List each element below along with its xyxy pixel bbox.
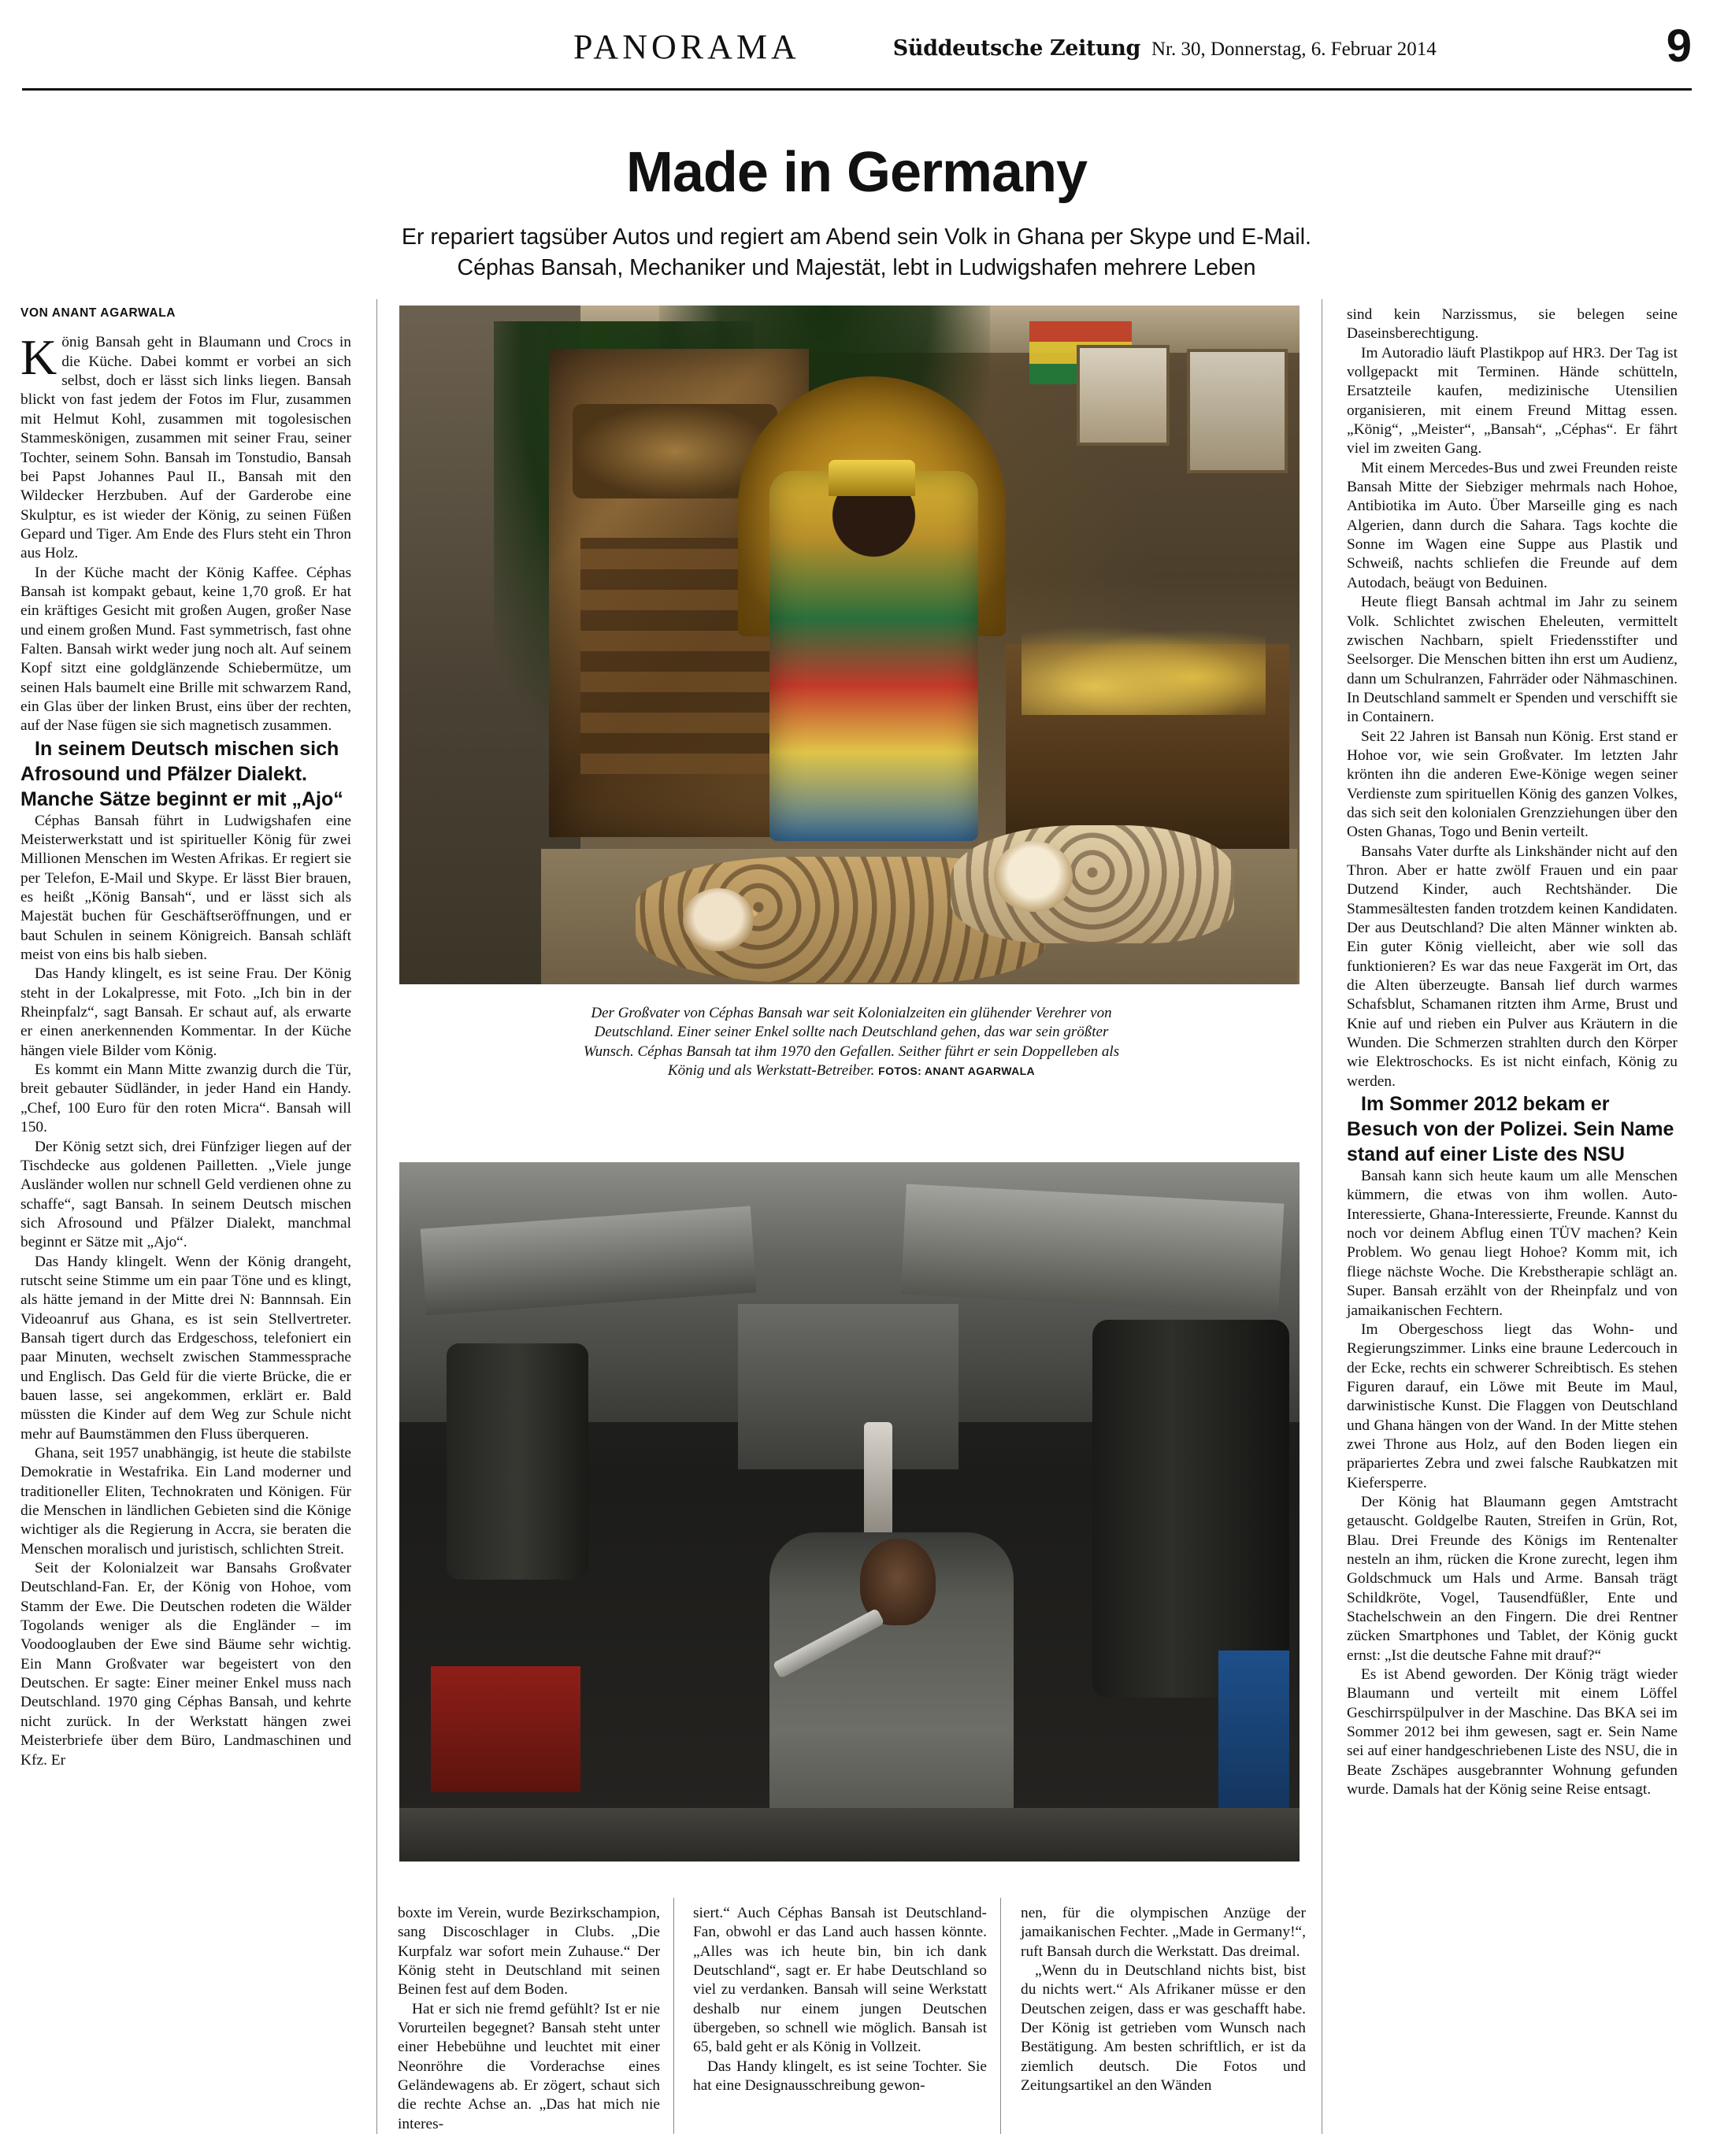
drop-cap: K: [20, 329, 57, 386]
paragraph: „Wenn du in Deutschland nichts bist, bist du nichts wert.“ Als Afrikaner müsse er den Deutschen zeigen, dass er was geschafft habe. Der König ist getrieben vom Wunsch nach Bestätigung. Am besten schriftlich, er ist da ziemlich deutsch. Die Fotos und Zeitungsartikel an den Wänden: [1021, 1962, 1306, 2095]
paper-name: Süddeutsche Zeitung: [892, 36, 1140, 61]
paragraph: Das Handy klingelt, es ist seine Tochter. Sie hat eine Designausschreibung gewon-: [693, 2058, 987, 2095]
crosshead: In seinem Deutsch mischen sich Afrosound und Pfälzer Dialekt. Manche Sätze beginnt er mit „Ajo“: [20, 737, 343, 810]
wheel-right: [1092, 1320, 1289, 1698]
column-rule-bottom-1: [673, 1898, 674, 2134]
paragraph: Das Handy klingelt. Wenn der König drangeht, rutscht seine Stimme um ein paar Töne und es klingt, als hätte jemand in der Mitte drei N: Bannnsah. Ein Videoanruf aus Ghana, es ist sein Stellvertreter. Bansah tigert durch das Erdgeschoss, telefoniert ein paar Minuten, wechselt zwischen Stammessprache und Englisch. Das Geld für die vierte Brücke, die er bauen lasse, sei angekommen, erklärt er. Bald müssten die Kinder auf dem Weg zur Schule nicht mehr auf Baumstämmen den Fluss überqueren.: [20, 1253, 351, 1443]
paragraph: Im Obergeschoss liegt das Wohn- und Regierungszimmer. Links eine braune Ledercouch in der Ecke, rechts ein schwerer Schreibtisch. Es stehen Figuren darauf, ein Löwe mit Beute im Maul, darwinistische Kunst. Die Flaggen von Deutschland und Ghana hängen von der Wand. In der Mitte stehen zwei Throne aus Holz, auf den Boden liegen ein präpariertes Zebra und zwei falsche Raubkatzen mit Kiefersperre.: [1347, 1321, 1678, 1491]
subhead-line-1: Er repariert tagsüber Autos und regiert am Abend sein Volk in Ghana per Skype und E-Mail.: [402, 224, 1311, 250]
paragraph: Bansahs Vater durfte als Linkshänder nicht auf den Thron. Aber er hatte zwölf Frauen und ein paar Dutzend Kinder, auch Rechtshänder. Die Stammesältesten fanden trotzdem keinen Kandidaten. Der aus Deutschland? Die alten Männer winkten ab. Ein guter König vielleicht, aber wie soll das funktionieren? Es war das neue Faxgerät im Ort, das die Alten überzeugte. Bansah lief durch warmes Schafsblut, Schamanen ritzten ihm Arme, Brust und Knie auf und rieben ein Pulver aus Kräutern in die Wunden. Die Schmerzen strahlten durch den Körper wie Elektroschocks. Es ist nicht einfach, König zu werden.: [1347, 843, 1678, 1090]
byline: VON ANANT AGARWALA: [20, 306, 176, 320]
leopard-skin-2: [951, 825, 1234, 943]
crosshead: Im Sommer 2012 bekam er Besuch von der Polizei. Sein Name stand auf einer Liste des NSU: [1347, 1093, 1674, 1166]
throne-photo-caption: [571, 1004, 1132, 1080]
paragraph: Hat er sich nie fremd gefühlt? Ist er nie Vorurteilen begegnet? Bansah steht unter einer Hebebühne und leuchtet mit einer Neonröhre die Vorderachse eines Geländewagens ab. Er zögert, schaut sich die rechte Achse an. „Das hat mich nie interes-: [398, 2000, 660, 2132]
column-rule-1: [376, 299, 377, 2134]
wheel-left: [447, 1343, 588, 1580]
page-number: 9: [1666, 20, 1692, 72]
paragraph: Mit einem Mercedes-Bus und zwei Freunden reiste Bansah Mitte der Siebziger mehrmals nach Hohoe, Antibiotika im Auto. Über Marseille ging es nach Algerien, dann durch die Sahara. Tags kochte die Sonne im Wagen eine Suppe aus Plastik und Schweiß, nachts schliefen die Freunde auf dem Autodach, beäugt von Beduinen.: [1347, 459, 1678, 591]
masthead: [22, 20, 1692, 91]
paragraph: Das Handy klingelt, es ist seine Frau. Der König steht in der Lokalpresse, mit Foto. „Ich bin in der Rheinpfalz“, sagt Bansah. Er schaut auf, als erwarte er einen anerkennenden Kommentar. In der Küche hängen viele Bilder vom König.: [20, 965, 351, 1059]
paragraph-text: önig Bansah geht in Blaumann und Crocs in die Küche. Dabei kommt er vorbei an sich selbst, doch er lässt sich links liegen. Bansah blickt von fast jedem der Fotos im Flur, zusammen mit Helmut Kohl, zusammen mit togolesischen Stammeskönigen, zusammen mit seiner Frau, seiner Tochter, seinem Sohn. Bansah im Tonstudio, Bansah bei Papst Johannes Paul II., Bansah mit den Wildecker Herzbuben. Auf der Garderobe eine Skulptur, es ist wieder der König, zu seinen Füßen Gepard und Tiger. Am Ende des Flurs steht ein Thron aus Holz.: [20, 334, 351, 562]
paragraph: boxte im Verein, wurde Bezirkschampion, sang Discoschlager in Clubs. „Die Kurpfalz war sofort mein Zuhause.“ Der König steht in Deutschland mit seinen Beinen fest auf dem Boden.: [398, 1905, 660, 1999]
paragraph: Heute fliegt Bansah achtmal im Jahr zu seinem Volk. Schlichtet zwischen Eheleuten, vermittelt zwischen Nachbarn, spielt Friedensstifter und Seelsorger. Die Menschen bitten ihn erst um Audienz, dann um Schulranzen, Fahrräder oder Nähmaschinen. In Deutschland sammelt er Spenden und verschifft sie in Containern.: [1347, 594, 1678, 726]
subhead-line-2: Céphas Bansah, Mechaniker und Majestät, lebt in Ludwigshafen mehrere Leben: [457, 255, 1256, 281]
chassis-beam-right: [901, 1184, 1285, 1314]
article-subhead: [0, 222, 1713, 283]
workshop-floor: [399, 1808, 1300, 1861]
hydraulic-lift: [738, 1304, 958, 1469]
workshop-photo: [399, 1162, 1300, 1861]
red-crate: [431, 1666, 580, 1792]
column-1: [20, 306, 351, 1770]
caption-text: Der Großvater von Céphas Bansah war seit Kolonialzeiten ein glühender Verehrer von Deutschland. Einer seiner Enkel sollte nach Deutschland gehen, das war sein größter Wunsch. Céphas Bansah tat ihm 1970 den Gefallen. Seither führt er sein Doppelleben als König und als Werkstatt-Betreiber.: [583, 1005, 1120, 1079]
paragraph: Der König setzt sich, drei Fünfziger liegen auf der Tischdecke aus goldenen Pailletten. „Viele junge Ausländer wollen nur schnell Geld verdienen ohne zu schaffe“, sagt Bansah. In seinem Deutsch mischen sich Afrosound und Pfälzer Dialekt, manchmal beginnt er Sätze mit „Ajo“.: [20, 1138, 351, 1251]
animal-head-1: [683, 888, 754, 951]
crown-icon: [829, 460, 915, 496]
column-4: [1347, 306, 1678, 1799]
animal-head-2: [994, 841, 1073, 912]
paragraph: nen, für die olympischen Anzüge der jamaikanischen Fechter. „Made in Germany!“, ruft Bansah durch die Werkstatt. Das dreimal.: [1021, 1905, 1306, 1960]
paragraph: sind kein Narzissmus, sie belegen seine Daseinsberechtigung.: [1347, 306, 1678, 343]
photo-credit: FOTOS: ANANT AGARWALA: [878, 1064, 1036, 1077]
paragraph: Seit der Kolonialzeit war Bansahs Großvater Deutschland-Fan. Er, der König von Hohoe, vom Stamm der Ewe. Die Deutschen rodeten die Wälder Togolands weniger als die Engländer – im Voodooglauben der Ewe sind Bäume sehr wichtig. Ein Mann Großvater war begeistert von den Deutschen. Er sagte: Einer meiner Enkel muss nach Deutschland. 1970 ging Céphas Bansah, und kehrte nicht zurück. In der Werkstatt hängen zwei Meisterbriefe über dem Büro, Landmaschinen und Kfz. Er: [20, 1560, 351, 1769]
work-lamp-icon: [864, 1422, 892, 1540]
wall-picture-2: [1187, 349, 1288, 473]
paragraph: Céphas Bansah führt in Ludwigshafen eine Meisterwerkstatt und ist spiritueller König für zwei Millionen Menschen im Westen Afrikas. Er regiert sie per Telefon, E-Mail und Skype. Er lässt Bier brauen, es heißt „König Bansah“, und er lässt sich als Majestät buchen für Geschäftseröffnungen, und er baut Schulen in seinem Königreich. Bansah schläft meist von eins bis halb sieben.: [20, 812, 351, 964]
paragraph: Seit 22 Jahren ist Bansah nun König. Erst stand er Hohoe vor, wie sein Großvater. Im letzten Jahr krönten ihn die anderen Ewe-Könige wegen seiner Verdienste zum spirituellen König des ganzen Volkes, das sich seit den kolonialen Grenzziehungen über den Osten Ghanas, Togo und Benin verteilt.: [1347, 728, 1678, 841]
throne-room-photo: [399, 306, 1300, 984]
blue-cabinet: [1218, 1650, 1289, 1832]
wall-picture-1: [1077, 345, 1170, 446]
column-rule-bottom-2: [1000, 1898, 1001, 2134]
section-title: PANORAMA: [573, 28, 800, 66]
paragraph: In der Küche macht der König Kaffee. Céphas Bansah ist kompakt gebaut, keine 1,70 groß. Er hat ein kräftiges Gesicht mit großen Augen, großer Nase und einem großen Mund. Fast symmetrisch, fast ohne Falten. Bansah wirkt weder jung noch alt. Auf seinem Kopf sitzt eine goldglänzende Schiebermütze, um seinen Hals baumelt eine Brille mit schwarzem Rand, ein Glas über der linken Brust, eins über der rechten, auf der Nase fügen sie sich magnetisch zusammen.: [20, 564, 351, 735]
paragraph: Bansah kann sich heute kaum um alle Menschen kümmern, die etwas von ihm wollen. Auto-Interessierte, Ghana-Interessierte, Freunde. Kannst du noch vor deinem Abflug einen TÜV machen? Kein Problem. Wo genau liegt Hohoe? Komm mit, ich fliege nächste Woche. Die Krebstherapie schlägt an. Super. Bansah erzählt von der Rheinpfalz und von jamaikanischen Fechtern.: [1347, 1168, 1678, 1319]
bottom-column-1: [398, 1904, 660, 2134]
bottom-column-2: [693, 1904, 987, 2095]
king-figure: [769, 471, 978, 841]
paragraph: Es ist Abend geworden. Der König trägt wieder Blaumann und verteilt mit einem Löffel Geschirrspülpulver in der Maschine. Das BKA sei im Sommer 2012 bei ihm gewesen, sagt er. Sein Name sei auf einer handgeschriebenen Liste des NSU, die in Beate Zschäpes ausgebrannter Wohnung gefunden wurde. Damals hat der König seine Reise entsagt.: [1347, 1666, 1678, 1799]
paragraph: Der König hat Blaumann gegen Amtstracht getauscht. Goldgelbe Rauten, Streifen in Grün, Rot, Blau. Drei Freunde des Königs im Rentenalter nesteln an ihm, rücken die Krone zurecht, legen ihm Goldschmuck um Hals und Arme. Bansah trägt Schildkröte, Vogel, Tausendfüßler, Ente und Stachelschwein an den Fingern. Die drei Rentner zücken Smartphones und Tablet, der König guckt ernst: „Ist die deutsche Fahne mit drauf?“: [1347, 1493, 1678, 1664]
article-headline: Made in Germany: [625, 141, 1088, 204]
paragraph: [20, 329, 351, 563]
issue-info: Nr. 30, Donnerstag, 6. Februar 2014: [1151, 39, 1437, 60]
bottom-column-3: [1021, 1904, 1306, 2095]
paragraph: Es kommt ein Mann Mitte zwanzig durch die Tür, breit gebauter Südländer, in jeder Hand ein Handy. „Chef, 100 Euro für den roten Micra“. Bansah will 150.: [20, 1061, 351, 1136]
paragraph: Ghana, seit 1957 unabhängig, ist heute die stabilste Demokratie in Westafrika. Ein Land moderner und traditioneller Eliten, Technokraten und Königen. Für die Menschen in ländlichen Gebieten sind die Könige wichtiger als die Regierung in Accra, sie beraten die Menschen moralisch und juristisch, schlichten Streit.: [20, 1445, 351, 1558]
paragraph: siert.“ Auch Céphas Bansah ist Deutschland-Fan, obwohl er das Land auch hassen könnte. „Alles was ich heute bin, bin ich dank Deutschland“, sagt er. Er habe Deutschland so viel zu verdanken. Bansah will seine Werkstatt deshalb nur einem jungen Deutschen übergeben, so schnell wie möglich. Bansah ist 65, bald geht er als König in Vollzeit.: [693, 1905, 987, 2056]
gold-objects: [1021, 620, 1266, 715]
paragraph: Im Autoradio läuft Plastikpop auf HR3. Der Tag ist vollgepackt mit Terminen. Hände schütteln, Ersatzteile kaufen, medizinische Utensilien organisieren, mit einem Freund Mittag essen. „König“, „Meister“, „Bansah“, „Céphas“. Er fährt viel im zweiten Gang.: [1347, 344, 1678, 458]
